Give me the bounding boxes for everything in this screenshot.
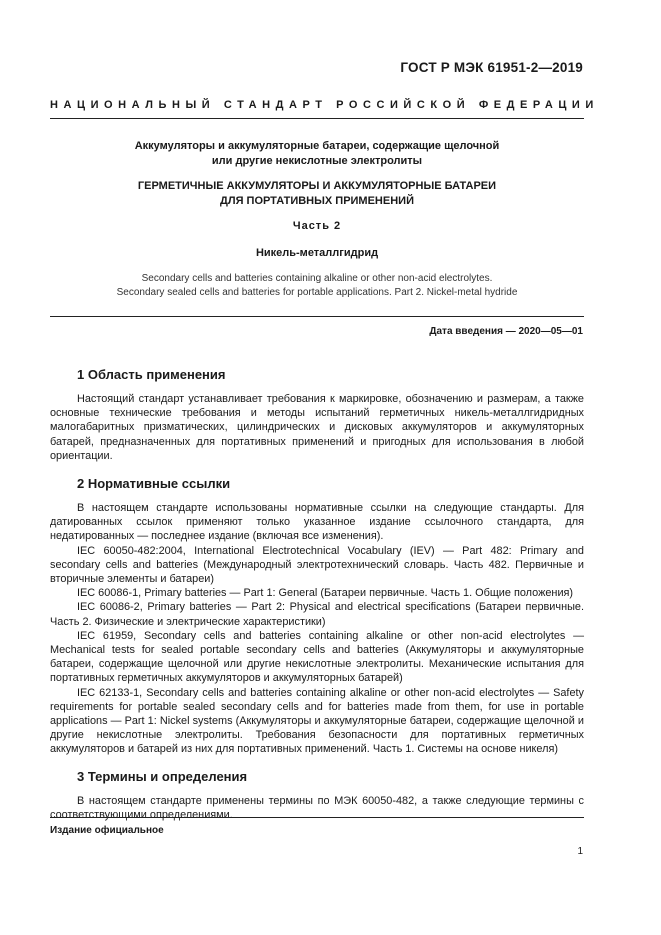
paragraph: Настоящий стандарт устанавливает требования к маркировке, обозначению и размерам, а также основные технические требования и методы испытаний герметичных никель-металлгидридных малогабаритных призматических, цилиндрических и дисковых аккумуляторов и аккумуляторных батарей, предназначенных для портативных применений и пригодных для использования в любой ориентации. <box>50 393 584 462</box>
document-body <box>50 366 584 822</box>
title-line-2: ДЛЯ ПОРТАТИВНЫХ ПРИМЕНЕНИЙ <box>220 195 414 207</box>
section-heading: 3 Термины и определения <box>77 768 248 784</box>
part-title: Никель-металлгидрид <box>255 247 379 259</box>
introduction-date: Дата введения — 2020—05—01 <box>429 326 583 337</box>
gost-code: ГОСТ Р МЭК 61951-2—2019 <box>400 60 583 75</box>
title-line-1: ГЕРМЕТИЧНЫЕ АККУМУЛЯТОРЫ И АККУМУЛЯТОРНЫЕ БАТАРЕИ <box>137 180 497 192</box>
english-title-line-1: Secondary cells and batteries containing alkaline or other non-acid electrolytes. <box>141 273 493 284</box>
paragraph: В настоящем стандарте применены термины по МЭК 60050-482, а также следующие термины с соответствующими определениями. <box>50 794 584 821</box>
section-heading: 1 Область применения <box>77 367 226 382</box>
reference-item: IEC 60086-1, Primary batteries — Part 1: General (Батареи первичные. Часть 1. Общие положения) <box>77 587 574 600</box>
edition-label: Издание официальное <box>50 825 164 836</box>
section-heading: 2 Нормативные ссылки <box>77 476 231 492</box>
national-standard-banner: НАЦИОНАЛЬНЫЙ СТАНДАРТ РОССИЙСКОЙ ФЕДЕРАЦИИ <box>50 99 599 111</box>
reference-item: IEC 60050-482:2004, International Electrotechnical Vocabulary (IEV) — Part 482: Primary and secondary cells and batteries (Международный электротехнический словарь. Часть 482. Первичные и вторичные элементы и батареи) <box>50 544 584 586</box>
document-subtitle <box>50 139 584 169</box>
footer-divider <box>50 817 584 818</box>
reference-item: IEC 61959, Secondary cells and batteries containing alkaline or other non-acid electrolytes — Mechanical tests for sealed portable secondary cells and batteries (Аккумуляторы и аккумуляторные батареи, содержащие щелочной или другие некислотные электролиты. Механические испытания для портативных герметичных аккумуляторов и аккумуляторных батарей) <box>50 629 584 685</box>
subtitle-line-2: или другие некислотные электролиты <box>211 155 423 167</box>
page-number: 1 <box>577 846 583 857</box>
english-title-line-2: Secondary sealed cells and batteries for portable applications. Part 2. Nickel-metal hydride <box>116 287 518 298</box>
section-scope <box>50 366 584 463</box>
document-title <box>50 179 584 209</box>
subtitle-line-1: Аккумуляторы и аккумуляторные батареи, содержащие щелочной <box>134 140 500 152</box>
reference-item: IEC 62133-1, Secondary cells and batteries containing alkaline or other non-acid electrolytes — Safety requirements for portable sealed secondary cells and for batteries made from them, for use in portable applications — Part 1: Nickel systems (Аккумуляторы и аккумуляторные батареи, содержащие щелочной и другие некислотные электролиты. Требования безопасности для портативных герметичных аккумуляторов и батарей из них для портативных применений. Часть 1. Системы на основе никеля) <box>50 686 584 756</box>
section-terms-definitions <box>50 768 584 822</box>
english-title <box>50 272 584 300</box>
paragraph: В настоящем стандарте использованы нормативные ссылки на следующие стандарты. Для датированных ссылок применяют только указанное издание ссылочного стандарта, для недатированных — последнее издание (включая все изменения). <box>50 502 584 543</box>
title-divider <box>50 316 584 317</box>
section-normative-references <box>50 475 584 757</box>
top-divider <box>50 118 584 119</box>
part-label: Часть 2 <box>292 220 342 232</box>
reference-item: IEC 60086-2, Primary batteries — Part 2: Physical and electrical specifications (Батареи первичные. Часть 2. Физические и электрические характеристики) <box>50 601 584 628</box>
